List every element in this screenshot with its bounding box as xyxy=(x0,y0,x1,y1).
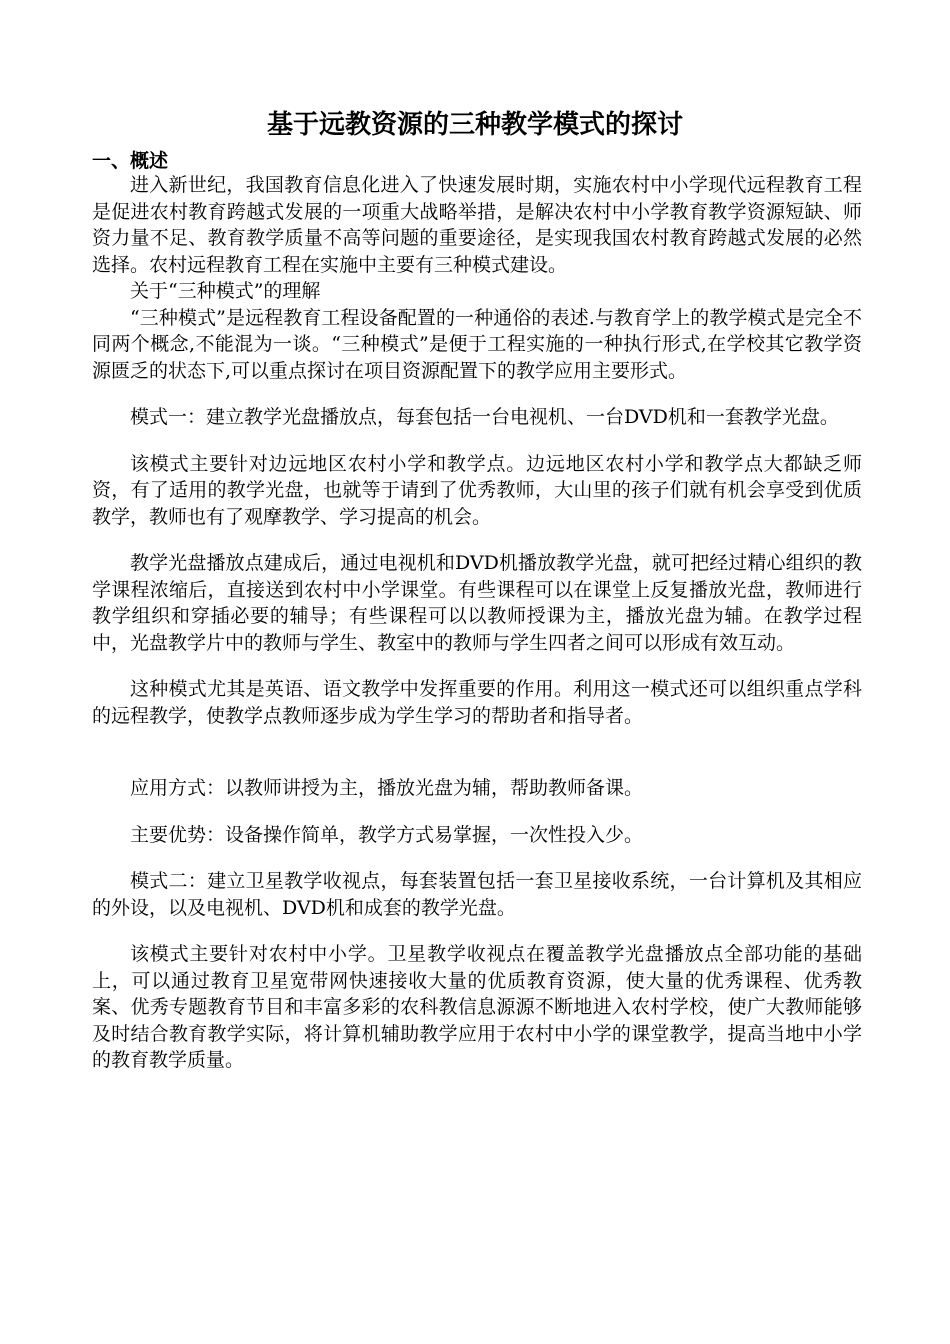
document-body xyxy=(92,172,862,1074)
paragraph-mode-two: 模式二：建立卫星教学收视点，每套装置包括一套卫星接收系统，一台计算机及其相应的外设，以及电视机、DVD机和成套的教学光盘。 xyxy=(92,870,862,919)
paragraph-mode-two-target: 该模式主要针对农村中小学。卫星教学收视点在覆盖教学光盘播放点全部功能的基础上，可以通过教育卫星宽带网快速接收大量的优质教育资源，使大量的优秀课程、优秀教案、优秀专题教育节目和丰富多彩的农科教信息源源不断地进入农村学校，使广大教师能够及时结合教育教学实际，将计算机辅助教学应用于农村中小学的课堂教学，提高当地中小学的教育教学质量。 xyxy=(92,943,862,1071)
section-heading: 一、概述 xyxy=(92,150,169,172)
document-title: 基于远教资源的三种教学模式的探讨 xyxy=(266,110,683,140)
paragraph-advantage: 主要优势：设备操作简单，教学方式易掌握，一次性投入少。 xyxy=(130,823,644,846)
paragraph-application: 应用方式：以教师讲授为主，播放光盘为辅，帮助教师备课。 xyxy=(130,777,644,799)
paragraph-mode-one-usage: 教学光盘播放点建成后，通过电视机和DVD机播放教学光盘，就可把经过精心组织的教学课程浓缩后，直接送到农村中小学课堂。有些课程可以在课堂上反复播放光盘，教师进行教学组织和穿插必要的辅导；有些课程可以以教师授课为主，播放光盘为辅。在教学过程中，光盘教学片中的教师与学生、教室中的教师与学生四者之间可以形成有效互动。 xyxy=(92,552,862,654)
paragraph-three-modes: “三种模式”是远程教育工程设备配置的一种通俗的表述.与教育学上的教学模式是完全不同两个概念,不能混为一谈。“三种模式”是便于工程实施的一种执行形式,在学校其它教学资源匮乏的状态下,可以重点探讨在项目资源配置下的教学应用主要形式。 xyxy=(92,306,862,382)
paragraph-intro: 进入新世纪，我国教育信息化进入了快速发展时期，实施农村中小学现代远程教育工程是促进农村教育跨越式发展的一项重大战略举措，是解决农村中小学教育教学资源短缺、师资力量不足、教育教学质量不高等问题的重要途径，是实现我国农村教育跨越式发展的必然选择。农村远程教育工程在实施中主要有三种模式建设。 xyxy=(92,174,862,276)
paragraph-mode-one: 模式一：建立教学光盘播放点，每套包括一台电视机、一台DVD机和一套教学光盘。 xyxy=(130,406,839,428)
paragraph-understanding-heading: 关于“三种模式”的理解 xyxy=(130,280,321,302)
paragraph-mode-one-role: 这种模式尤其是英语、语文教学中发挥重要的作用。利用这一模式还可以组织重点学科的远程教学，使教学点教师逐步成为学生学习的帮助者和指导者。 xyxy=(92,678,862,727)
paragraph-mode-one-target: 该模式主要针对边远地区农村小学和教学点。边远地区农村小学和教学点大都缺乏师资，有了适用的教学光盘，也就等于请到了优秀教师，大山里的孩子们就有机会享受到优质教学，教师也有了观摩教学、学习提高的机会。 xyxy=(92,452,862,528)
